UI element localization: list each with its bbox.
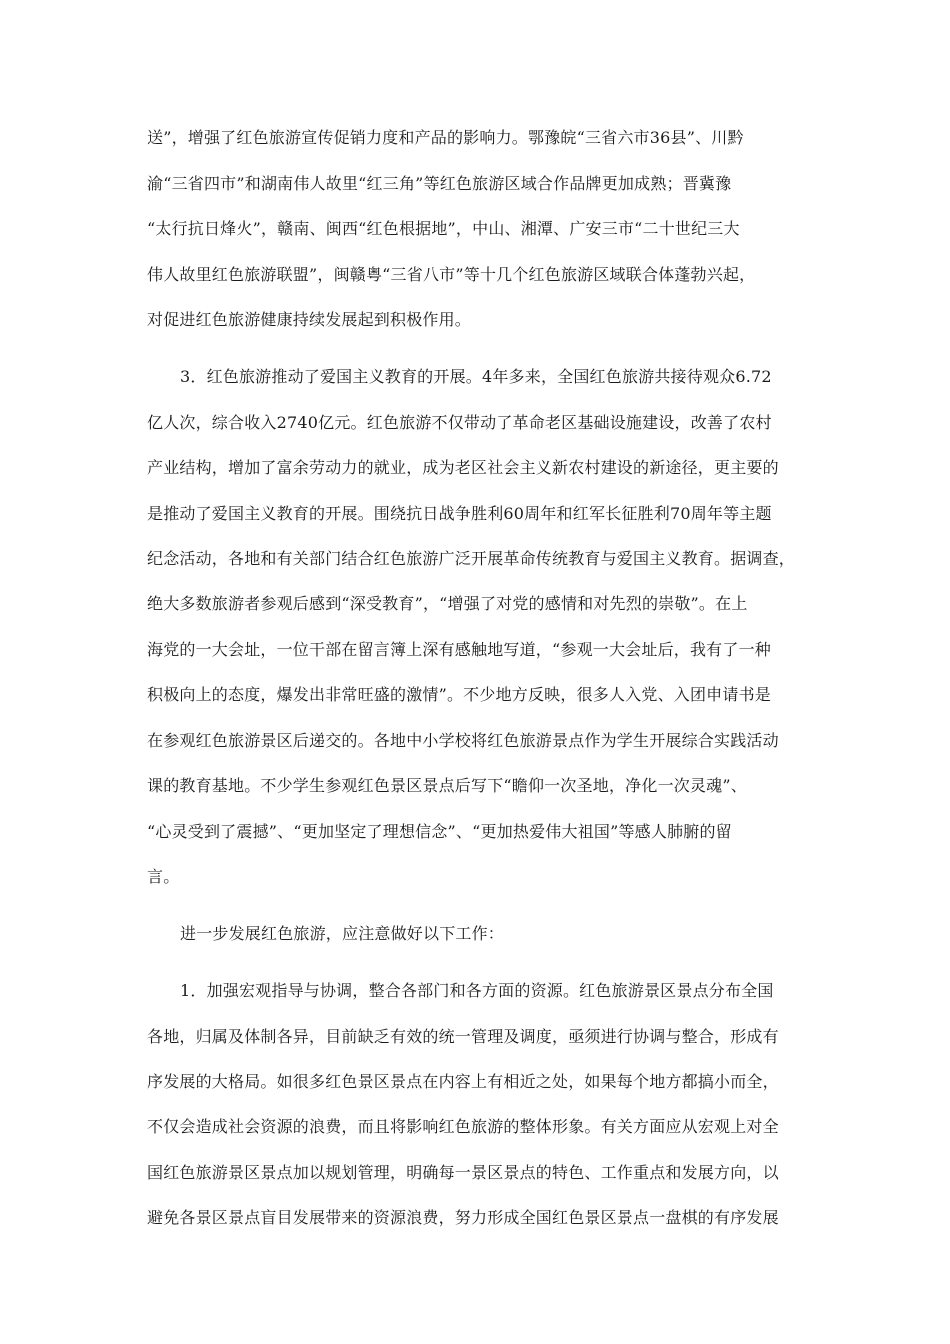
text-line: 纪念活动，各地和有关部门结合红色旅游广泛开展革命传统教育与爱国主义教育。据调查， <box>147 549 796 568</box>
text-line: 对促进红色旅游健康持续发展起到积极作用。 <box>147 310 472 329</box>
text-line: 海党的一大会址，一位干部在留言簿上深有感触地写道，“参观一大会址后，我有了一种 <box>147 640 771 659</box>
text-line: 产业结构，增加了富余劳动力的就业，成为老区社会主义新农村建设的新途径，更主要的 <box>147 458 779 477</box>
text-line: 绝大多数旅游者参观后感到“深受教育”，“增强了对党的感情和对先烈的崇敬”。在上 <box>147 594 748 613</box>
text-line: 积极向上的态度，爆发出非常旺盛的激情”。不少地方反映，很多人入党、入团申请书是 <box>147 685 771 704</box>
text-line: 3．红色旅游推动了爱国主义教育的开展。4年多来，全国红色旅游共接待观众6.72 <box>180 367 772 386</box>
text-line: 课的教育基地。不少学生参观红色景区景点后写下“瞻仰一次圣地，净化一次灵魂”、 <box>147 776 747 795</box>
text-line: “太行抗日烽火”，赣南、闽西“红色根据地”，中山、湘潭、广安三市“二十世纪三大 <box>147 219 740 238</box>
text-line: 序发展的大格局。如很多红色景区景点在内容上有相近之处，如果每个地方都搞小而全， <box>147 1072 779 1091</box>
text-line: 送”，增强了红色旅游宣传促销力度和产品的影响力。鄂豫皖“三省六市36县”、川黔 <box>147 128 744 147</box>
text-line: 渝“三省四市”和湖南伟人故里“红三角”等红色旅游区域合作品牌更加成熟；晋冀豫 <box>147 174 732 193</box>
text-line: 不仅会造成社会资源的浪费，而且将影响红色旅游的整体形象。有关方面应从宏观上对全 <box>147 1117 779 1136</box>
text-line: 是推动了爱国主义教育的开展。围绕抗日战争胜利60周年和红军长征胜利70周年等主题 <box>147 504 772 523</box>
text-line: 言。 <box>147 867 180 886</box>
text-line: 伟人故里红色旅游联盟”，闽赣粤“三省八市”等十几个红色旅游区域联合体蓬勃兴起， <box>147 265 756 284</box>
text-line: 避免各景区景点盲目发展带来的资源浪费，努力形成全国红色景区景点一盘棋的有序发展 <box>147 1208 779 1227</box>
text-line: 1．加强宏观指导与协调，整合各部门和各方面的资源。红色旅游景区景点分布全国 <box>180 981 774 1000</box>
intro-line: 进一步发展红色旅游，应注意做好以下工作： <box>180 924 505 943</box>
text-line: 国红色旅游景区景点加以规划管理，明确每一景区景点的特色、工作重点和发展方向，以 <box>147 1163 779 1182</box>
text-line: “心灵受到了震撼”、“更加坚定了理想信念”、“更加热爱伟大祖国”等感人肺腑的留 <box>147 822 732 841</box>
text-line: 亿人次，综合收入2740亿元。红色旅游不仅带动了革命老区基础设施建设，改善了农村 <box>147 413 772 432</box>
text-line: 各地，归属及体制各异，目前缺乏有效的统一管理及调度，亟须进行协调与整合，形成有 <box>147 1027 779 1046</box>
text-line: 在参观红色旅游景区后递交的。各地中小学校将红色旅游景点作为学生开展综合实践活动 <box>147 731 779 750</box>
